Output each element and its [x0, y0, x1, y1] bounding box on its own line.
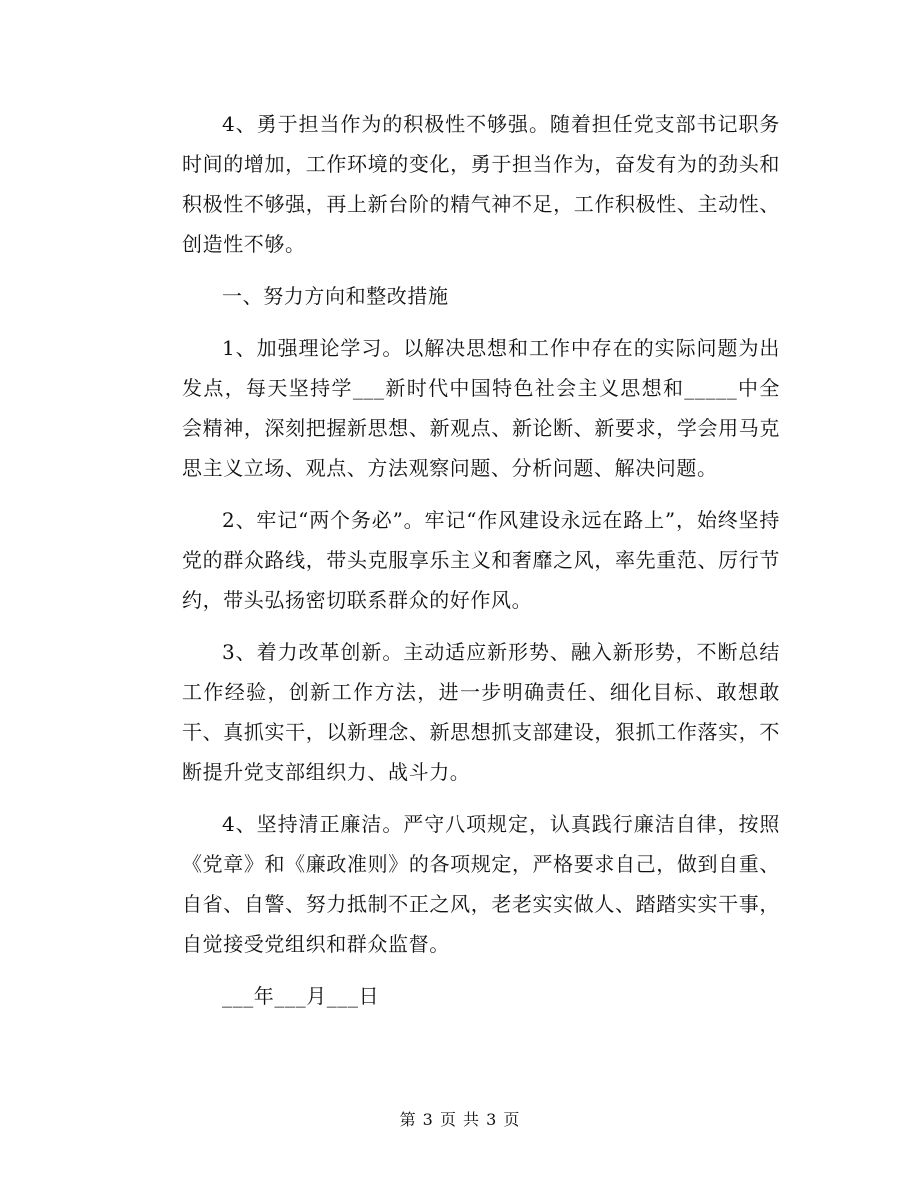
date-line: ___年___月___日 [222, 984, 380, 1008]
paragraph-measure-3: 3、着力改革创新。主动适应新形势、融入新形势，不断总结工作经验，创新工作方法，进一步明确责任、细化目标、敢想敢干、真抓实干，以新理念、新思想抓支部建设，狠抓工作落实，不断提升党支部组织力、战斗力。 [182, 640, 780, 784]
section-heading: 一、努力方向和整改措施 [222, 284, 449, 308]
page-footer: 第 3 页 共 3 页 [399, 1110, 521, 1129]
paragraph-measure-4: 4、坚持清正廉洁。严守八项规定，认真践行廉洁自律，按照《党章》和《廉政准则》的各项规定，严格要求自己，做到自重、自省、自警、努力抵制不正之风，老老实实做人、踏踏实实干事，自觉接受党组织和群众监督。 [182, 812, 780, 956]
document-body [182, 104, 780, 1016]
paragraph-measure-1: 1、加强理论学习。以解决思想和工作中存在的实际问题为出发点，每天坚持学___新时代中国特色社会主义思想和_____中全会精神，深刻把握新思想、新观点、新论断、新要求，学会用马克思主义立场、观点、方法观察问题、分析问题、解决问题。 [182, 336, 780, 480]
paragraph-measure-2: 2、牢记“两个务必”。牢记“作风建设永远在路上”，始终坚持党的群众路线，带头克服享乐主义和奢靡之风，率先重范、厉行节约，带头弘扬密切联系群众的好作风。 [182, 508, 780, 612]
paragraph-issue-4: 4、勇于担当作为的积极性不够强。随着担任党支部书记职务时间的增加，工作环境的变化，勇于担当作为，奋发有为的劲头和积极性不够强，再上新台阶的精气神不足，工作积极性、主动性、创造性不够。 [182, 112, 780, 256]
